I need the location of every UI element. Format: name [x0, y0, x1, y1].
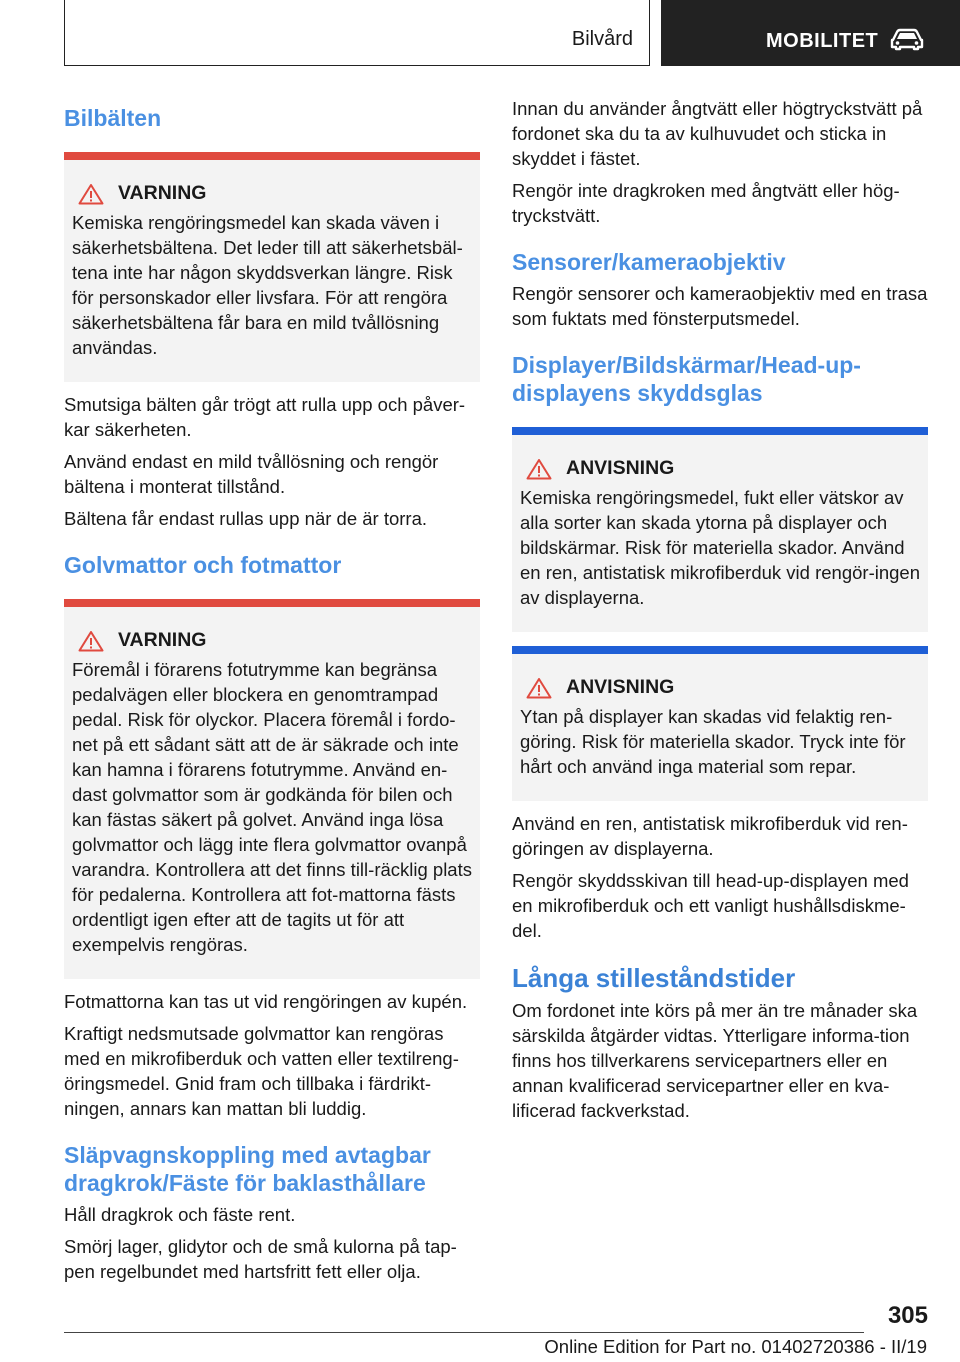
- paragraph: Rengör skyddsskivan till head-up-displayen med en mikrofiberduk och ett vanligt hushållsdiskme-del.: [512, 870, 909, 941]
- paragraph: Rengör sensorer och kameraobjektiv med en trasa som fuktats med fönsterputsmedel.: [512, 283, 928, 329]
- warning-label: VARNING: [118, 182, 207, 204]
- warning-triangle-icon: [78, 630, 104, 652]
- paragraph: Använd endast en mild tvållösning och rengör bältena i monterat tillstånd.: [64, 451, 439, 497]
- heading-towbar: Släpvagnskoppling med avtagbar dragkrok/Fäste för baklasthållare: [64, 1142, 431, 1196]
- header-section-tab: [64, 0, 650, 66]
- notice-text: Ytan på displayer kan skadas vid felaktig ren-göring. Risk för materiella skador. Tryck inte för hårt och använd inga material som repar.: [520, 706, 906, 777]
- warning-triangle-icon: [526, 458, 552, 480]
- warning-triangle-icon: [526, 677, 552, 699]
- header-chapter-tab: [661, 0, 960, 66]
- warning-label: VARNING: [118, 629, 207, 651]
- notice-title: [520, 457, 920, 480]
- paragraph: Bältena får endast rullas upp när de är torra.: [64, 508, 428, 529]
- section-title: Bilvård: [571, 28, 633, 50]
- footer-divider: [64, 1332, 864, 1333]
- footer-edition: Online Edition for Part no. 01402720386 - II/19: [544, 1336, 927, 1357]
- heading-sensors: Sensorer/kameraobjektiv: [512, 249, 786, 275]
- paragraph: Kraftigt nedsmutsade golvmattor kan rengöras med en mikrofiberduk och vatten eller textilreng-öringsmedel. Gnid fram och tillbaka i färdrikt-ningen, annars kan mattan bli luddig.: [64, 1023, 459, 1119]
- paragraph: Rengör inte dragkroken med ångtvätt eller hög-tryckstvätt.: [512, 180, 900, 226]
- heading-long-standstill: Långa stilleståndstider: [512, 963, 796, 993]
- left-column: [64, 100, 480, 1284]
- warning-triangle-icon: [78, 183, 104, 205]
- notice-text: Kemiska rengöringsmedel, fukt eller vätskor av alla sorter kan skada ytorna på displayer och bildskärmar. Risk för materiella skador. Använd en ren, antistatisk mikrofiberduk vid rengör-ingen av displayerna.: [520, 487, 920, 608]
- warning-title: [72, 629, 472, 652]
- heading-displays: Displayer/Bildskärmar/Head-up-displayens skyddsglas: [512, 352, 861, 406]
- paragraph: Om fordonet inte körs på mer än tre månader ska särskilda åtgärder vidtas. Ytterligare informa-tion finns hos tillverkarens servicepartners eller en annan kvalificerad servicepartner eller en kva-lificerad fackverkstad.: [512, 1000, 918, 1121]
- paragraph: Smörj lager, glidytor och de små kulorna på tap-pen regelbundet med hartsfritt fett eller olja.: [64, 1236, 457, 1282]
- right-column: [512, 96, 928, 1123]
- notice-box-displays-2: [512, 646, 928, 801]
- paragraph: Innan du använder ångtvätt eller högtryckstvätt på fordonet ska du ta av kulhuvudet och sticka in skyddet i fästet.: [512, 98, 923, 169]
- page-number: 305: [887, 1302, 928, 1329]
- warning-box-seatbelts: [64, 152, 480, 382]
- warning-text: Kemiska rengöringsmedel kan skada väven i säkerhetsbältena. Det leder till att säkerhetsbäl-tena inte har någon skyddsverkan längre. Risk för personskador eller livsfara. För att rengöra säkerhetsbältena får bara en mild tvållösning användas.: [72, 212, 463, 358]
- paragraph: Håll dragkrok och fäste rent.: [64, 1204, 296, 1225]
- paragraph: Fotmattorna kan tas ut vid rengöringen av kupén.: [64, 991, 468, 1012]
- car-icon: [889, 27, 925, 51]
- notice-label: ANVISNING: [566, 676, 675, 698]
- notice-box-displays-1: [512, 427, 928, 632]
- warning-text: Föremål i förarens fotutrymme kan begränsa pedalvägen eller blockera en genomtrampad pedal. Risk för olyckor. Placera föremål i fordo-net på ett sådant sätt att de är säkrade och inte kan hamna i förarens fotutrymme. Använd en-dast golvmattor som är godkända för bilen och kan fästas säkert på golvet. Använd inga lösa golvmattor och lägg inte flera golvmattor ovanpå varandra. Kontrollera att det finns till-räcklig plats för pedalerna. Kontrollera att fot-mattorna fästs ordentligt igen efter att de tagits ut för att exempelvis rengöras.: [72, 659, 472, 955]
- heading-floor-mats: Golvmattor och fotmattor: [64, 552, 342, 578]
- warning-box-floor-mats: [64, 599, 480, 979]
- heading-seatbelts: Bilbälten: [64, 105, 162, 131]
- warning-title: [72, 182, 472, 205]
- notice-title: [520, 676, 920, 699]
- notice-label: ANVISNING: [566, 457, 675, 479]
- chapter-title: MOBILITET: [766, 30, 879, 52]
- paragraph: Använd en ren, antistatisk mikrofiberduk vid ren-göringen av displayerna.: [512, 813, 908, 859]
- paragraph: Smutsiga bälten går trögt att rulla upp och påver-kar säkerheten.: [64, 394, 466, 440]
